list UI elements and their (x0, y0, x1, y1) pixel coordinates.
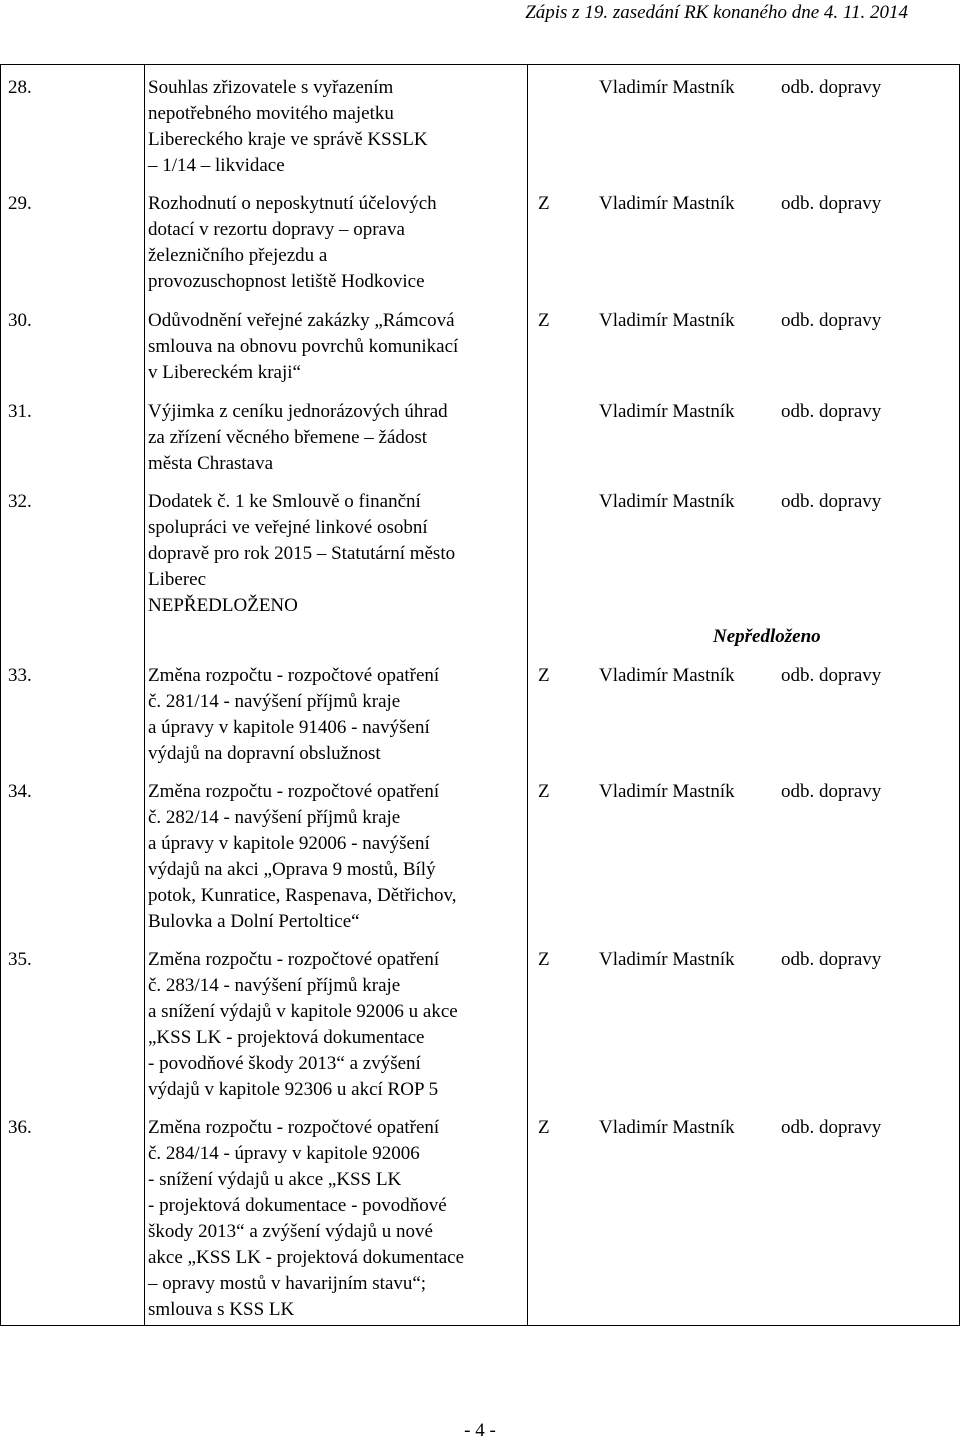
item-number: 33. (8, 665, 32, 686)
item-department: odb. dopravy (781, 401, 882, 422)
item-number: 35. (8, 949, 32, 970)
item-title: Změna rozpočtu - rozpočtové opatření č. 284/14 - úpravy v kapitole 92006 - snížení výdajů u akce „KSS LK - projektová dokumentace - povodňové škody 2013“ a zvýšení výdajů u nové akce „KSS LK - projektová dokumentace – opravy mostů v havarijním stavu“; smlouva s KSS LK (148, 1117, 465, 1320)
item-number: 32. (8, 491, 32, 512)
item-number: 28. (8, 77, 32, 98)
column-divider (527, 65, 528, 1325)
item-number: 36. (8, 1117, 32, 1138)
item-title: Souhlas zřizovatele s vyřazením nepotřebného movitého majetku Libereckého kraje ve správě KSSLK – 1/14 – likvidace (148, 77, 428, 176)
item-presenter: Vladimír Mastník (599, 781, 735, 802)
item-number: 30. (8, 310, 32, 331)
item-presenter: Vladimír Mastník (599, 193, 735, 214)
page-number: - 4 - (464, 1420, 496, 1441)
item-status-note: Nepředloženo (713, 626, 821, 647)
item-title: Výjimka z ceníku jednorázových úhrad za zřízení věcného břemene – žádost města Chrastava (148, 401, 448, 474)
item-department: odb. dopravy (781, 1117, 882, 1138)
item-presenter: Vladimír Mastník (599, 1117, 735, 1138)
item-number: 34. (8, 781, 32, 802)
item-presenter: Vladimír Mastník (599, 665, 735, 686)
item-presenter: Vladimír Mastník (599, 77, 735, 98)
item-title: Odůvodnění veřejné zakázky „Rámcová smlouva na obnovu povrchů komunikací v Libereckém kraji“ (148, 310, 459, 383)
item-presenter: Vladimír Mastník (599, 491, 735, 512)
item-number: 31. (8, 401, 32, 422)
item-department: odb. dopravy (781, 77, 882, 98)
item-flag: Z (538, 1117, 550, 1138)
document-header: Zápis z 19. zasedání RK konaného dne 4. 11. 2014 (525, 2, 908, 23)
item-flag: Z (538, 665, 550, 686)
item-department: odb. dopravy (781, 781, 882, 802)
item-flag: Z (538, 949, 550, 970)
item-title: Změna rozpočtu - rozpočtové opatření č. 283/14 - navýšení příjmů kraje a snížení výdajů v kapitole 92006 u akce „KSS LK - projektová dokumentace - povodňové škody 2013“ a zvýšení výdajů v kapitole 92306 u akcí ROP 5 (148, 949, 458, 1100)
item-department: odb. dopravy (781, 665, 882, 686)
item-flag: Z (538, 310, 550, 331)
item-presenter: Vladimír Mastník (599, 310, 735, 331)
item-department: odb. dopravy (781, 310, 882, 331)
item-presenter: Vladimír Mastník (599, 949, 735, 970)
column-divider (144, 65, 145, 1325)
item-department: odb. dopravy (781, 193, 882, 214)
item-flag: Z (538, 781, 550, 802)
agenda-table (0, 64, 960, 1326)
item-title: Dodatek č. 1 ke Smlouvě o finanční spolupráci ve veřejné linkové osobní dopravě pro rok 2015 – Statutární město Liberec NEPŘEDLOŽENO (148, 491, 456, 616)
item-flag: Z (538, 193, 550, 214)
item-presenter: Vladimír Mastník (599, 401, 735, 422)
item-number: 29. (8, 193, 32, 214)
item-title: Změna rozpočtu - rozpočtové opatření č. 282/14 - navýšení příjmů kraje a úpravy v kapitole 92006 - navýšení výdajů na akci „Oprava 9 mostů, Bílý potok, Kunratice, Raspenava, Dětřichov, Bulovka a Dolní Pertoltice“ (148, 781, 457, 932)
item-title: Změna rozpočtu - rozpočtové opatření č. 281/14 - navýšení příjmů kraje a úpravy v kapitole 91406 - navýšení výdajů na dopravní obslužnost (148, 665, 440, 764)
item-department: odb. dopravy (781, 491, 882, 512)
item-department: odb. dopravy (781, 949, 882, 970)
item-title: Rozhodnutí o neposkytnutí účelových dotací v rezortu dopravy – oprava železničního přejezdu a provozuschopnost letiště Hodkovice (148, 193, 437, 292)
